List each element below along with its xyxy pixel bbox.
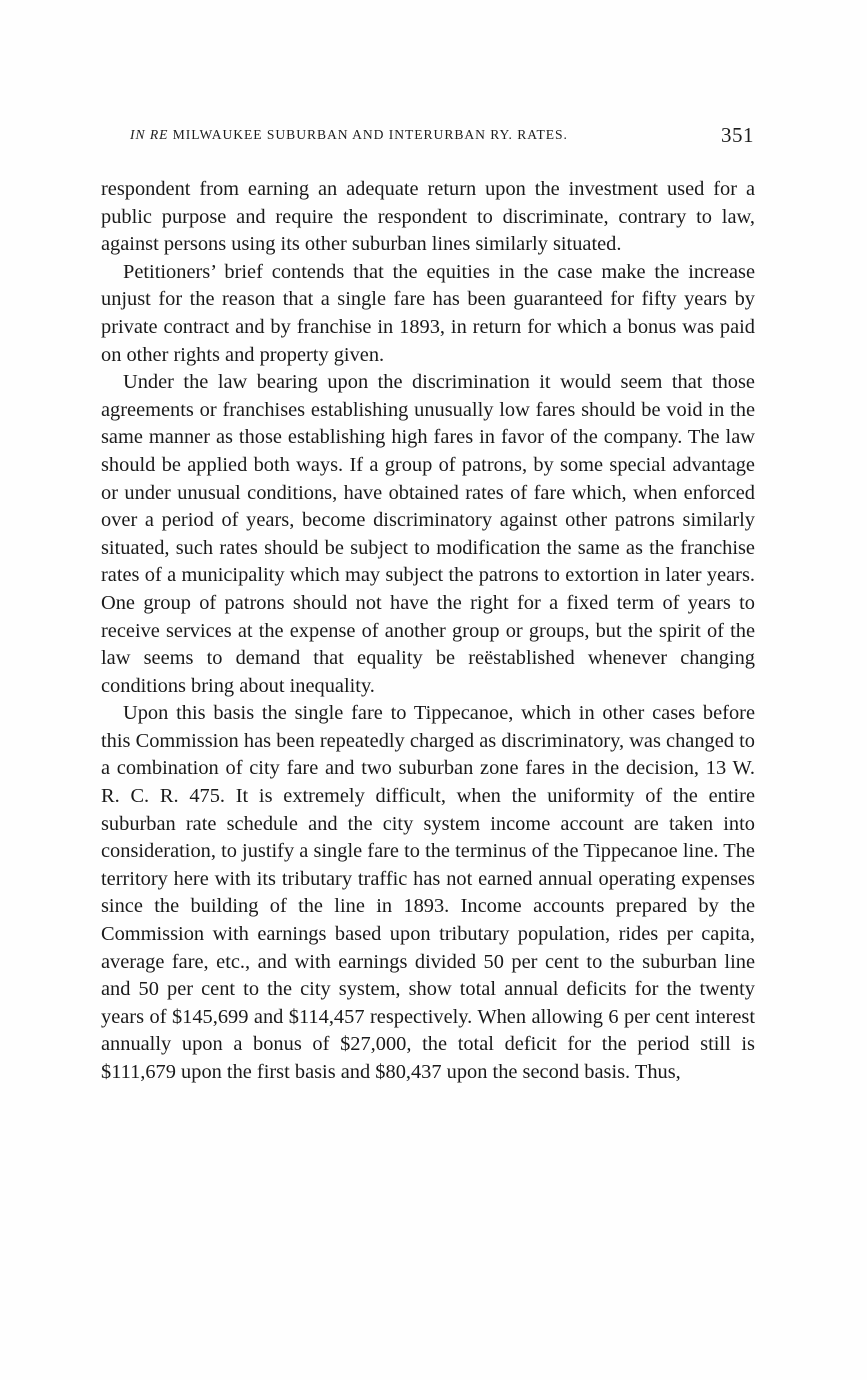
paragraph-discrimination-law: Under the law bearing upon the discrimination it would seem that those agreements or franchises establishing unusually low fares should be void in the same manner as those establishing high fares in favor of the company. The law should be applied both ways. If a group of patrons, by some special advantage or under unusual conditions, have obtained rates of fare which, when enforced over a period of years, become discriminatory against other patrons similarly situated, such rates should be subject to modification the same as the franchise rates of a municipality which may subject the patrons to extortion in later years. One group of patrons should not have the right for a fixed term of years to receive services at the expense of another group or groups, but the spirit of the law seems to demand that equality be reëstablished whenever changing conditions bring about inequality. [101,371,755,697]
body-text [101,176,755,1087]
paragraph-continuation: respondent from earning an adequate return upon the investment used for a public purpose and require the respondent to discriminate, contrary to law, against persons using its other suburban lines similarly situated. [101,178,755,256]
running-title-italic: IN RE [130,127,169,142]
paragraph-tippecanoe-fare: Upon this basis the single fare to Tippecanoe, which in other cases before this Commission has been repeatedly charged as discriminatory, was changed to a combination of city fare and two suburban zone fares in the decision, 13 W. R. C. R. 475. It is extremely difficult, when the uniformity of the entire suburban rate schedule and the city system income account are taken into consideration, to justify a single fare to the terminus of the Tippecanoe line. The territory here with its tributary traffic has not earned annual operating expenses since the building of the line in 1893. Income accounts prepared by the Commission with earnings based upon tributary population, rides per capita, average fare, etc., and with earnings divided 50 per cent to the suburban line and 50 per cent to the city system, show total annual deficits for the twenty years of $145,699 and $114,457 respectively. When allowing 6 per cent interest annually upon a bonus of $27,000, the total deficit for the period still is $111,679 upon the first basis and $80,437 upon the second basis. Thus, [101,702,755,1083]
running-title-text: MILWAUKEE SUBURBAN AND INTERURBAN RY. RATES. [172,127,568,142]
running-head [130,123,756,149]
page-number: 351 [721,123,754,147]
running-title [130,127,568,143]
paragraph-petitioners-brief: Petitioners’ brief contends that the equities in the case make the increase unjust for the reason that a single fare has been guaranteed for fifty years by private contract and by franchise in 1893, in return for which a bonus was paid on other rights and property given. [101,260,755,366]
